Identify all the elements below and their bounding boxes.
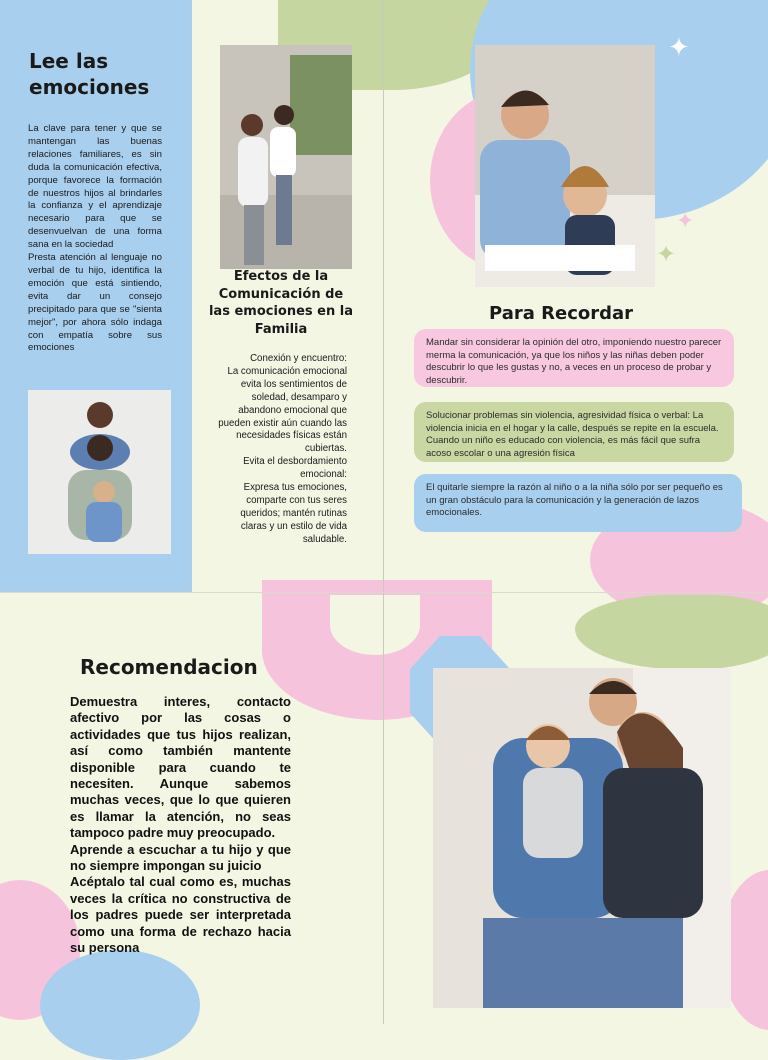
recordar-box-green: Solucionar problemas sin violencia, agresividad física o verbal: La violencia inicia en el hogar y la calle, después se repite en la escuela. Cuando un niño es educado con violencia, es más fácil que sufra acoso escolar o una agresión física <box>414 402 734 462</box>
family-embrace-photo <box>433 668 731 1008</box>
blue-corner-shape <box>40 950 200 1060</box>
sparkle-icon: ✦ <box>656 241 677 268</box>
family-photo-small <box>28 390 171 554</box>
panel2-body-text: Conexión y encuentro: La comunicación emocional evita los sentimientos de soledad, desamparo y abandono emocional que pueden existir aún cuando las necesidades físicas están cubiertas. Evita el desbordamiento emocional: Expresa tus emociones, comparte con tus seres queridos; mantén rutinas claras y un estilo de vida saludable. <box>218 353 347 545</box>
recordar-box-blue: El quitarle siempre la razón al niño o a la niña sólo por ser pequeño es un gran obstáculo para la comunicación y la generación de lazos emocionales. <box>414 474 742 532</box>
pink-ring-hole <box>330 595 420 655</box>
father-son-photo <box>475 45 655 287</box>
fold-line-vertical <box>383 0 384 1024</box>
panel1-body-text: La clave para tener y que se mantengan las buenas relaciones familiares, es sin duda la comunicación efectiva, porque favorece la formación de nuestros hijos al brindarles la confianza y el aprendizaje necesario para que se desenvuelvan de una forma sana en la sociedad Presta atención al lenguaje no verbal de tu hijo, identifica la emoción que está sintiendo, evita dar un consejo precipitado para que se "sienta mejor", por ahora sólo indaga con empatía sobre sus emociones <box>28 123 162 354</box>
mother-daughter-photo <box>220 45 352 269</box>
panel4-body-text: Demuestra interes, contacto afectivo por las cosas o actividades que tus hijos realizan, así como también mantente disponible para cuando te necesiten. Aunque sabemos muchas veces, que lo que quieren es llamar la atención, no seas tampoco padre muy preocupado. Aprende a escuchar a tu hijo y que no siempre impongan su juicio Acéptalo tal cual como es, muchas veces la crítica no constructiva de los padres puede ser interpretada como una forma de rechazo hacia su persona <box>70 694 291 956</box>
panel2-title: Efectos de la Comunicación de las emociones en la Familia <box>208 269 354 337</box>
panel4-title: Recomendacion <box>80 655 258 679</box>
panel1-title-line1: Lee las <box>29 49 109 73</box>
recordar-box-pink: Mandar sin considerar la opinión del otro, imponiendo nuestro parecer merma la comunicación, ya que los niños y las niñas deben poder descubrir lo que les gustas y no, a veces en un proceso de probar y descubrir. <box>414 329 734 387</box>
sparkle-icon: ✦ <box>676 208 695 233</box>
sparkle-icon: ✦ <box>668 32 690 62</box>
fold-line-horizontal <box>0 592 768 593</box>
panel1-title-line2: emociones <box>29 75 150 99</box>
green-flower-bottom <box>575 595 768 670</box>
panel1-title <box>29 48 149 100</box>
panel3-title: Para Recordar <box>489 303 634 324</box>
